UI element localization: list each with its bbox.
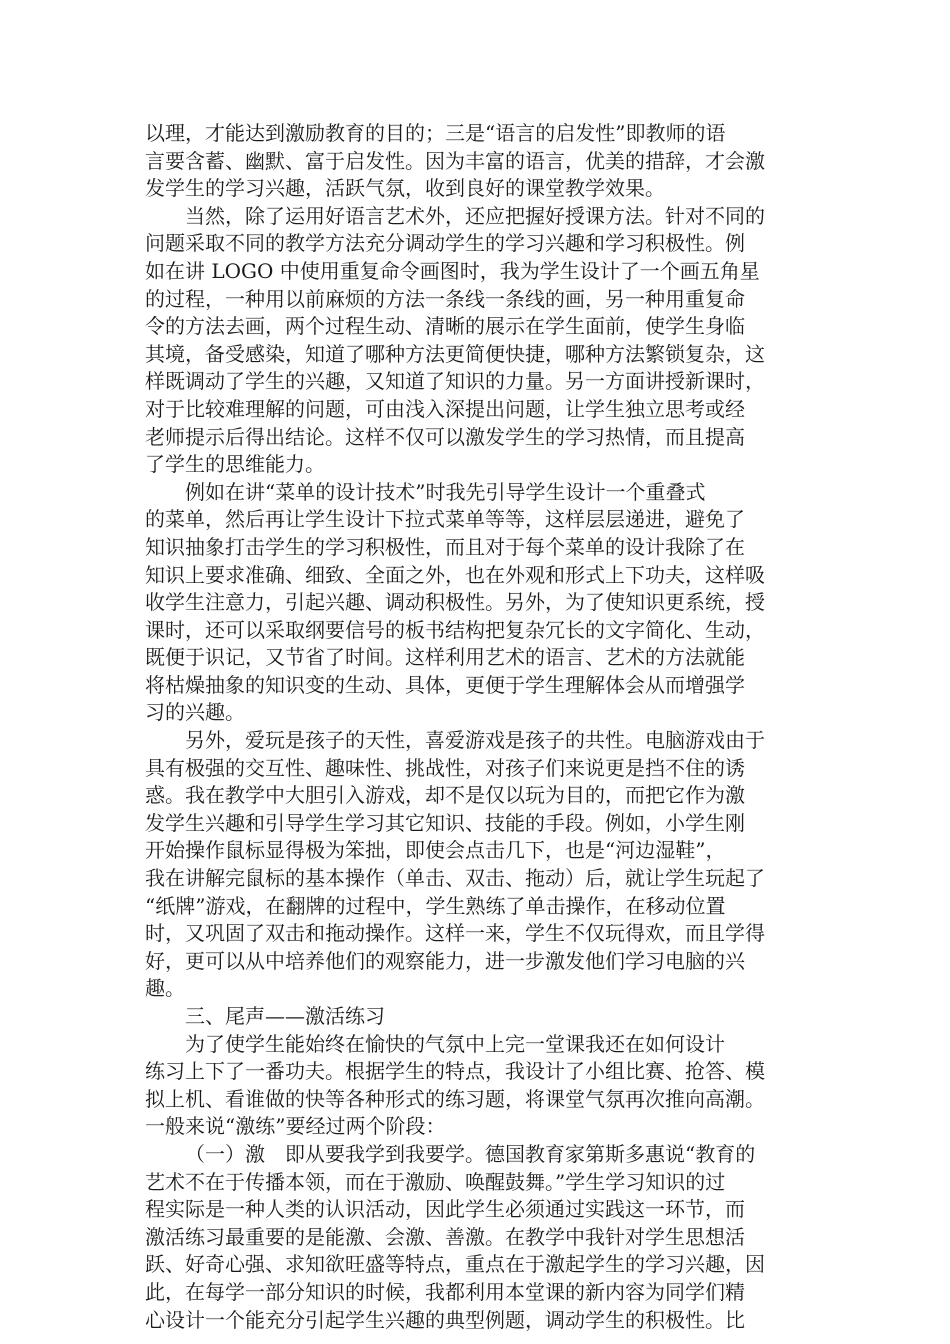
text-line: 样既调动了学生的兴趣，又知道了知识的力量。另一方面讲授新课时， [145, 369, 765, 394]
document-body [145, 120, 810, 1334]
text-line: 程实际是一种人类的认识活动，因此学生必须通过实践这一环节，而 [145, 1197, 745, 1222]
text-line: 令的方法去画，两个过程生动、清晰的展示在学生面前，使学生身临 [145, 314, 745, 339]
text-line: 趣。 [145, 976, 185, 1001]
text-line: 练习上下了一番功夫。根据学生的特点，我设计了小组比赛、抢答、模 [145, 1059, 765, 1084]
text-line: 另外，爱玩是孩子的天性，喜爱游戏是孩子的共性。电脑游戏由于 [185, 728, 765, 753]
text-line: 时，又巩固了双击和拖动操作。这样一来，学生不仅玩得欢，而且学得 [145, 921, 765, 946]
text-line: 对于比较难理解的问题，可由浅入深提出问题，让学生独立思考或经 [145, 396, 745, 421]
text-line: 此，在每学一部分知识的时候，我都利用本堂课的新内容为同学们精 [145, 1279, 745, 1304]
text-line: 其境，备受感染，知道了哪种方法更简便快捷，哪种方法繁锁复杂，这 [145, 341, 765, 366]
text-line: 老师提示后得出结论。这样不仅可以激发学生的学习热情，而且提高 [145, 424, 745, 449]
text-line: 三、尾声——激活练习 [185, 1004, 385, 1028]
text-line: 拟上机、看谁做的快等各种形式的练习题，将课堂气氛再次推向高潮。 [145, 1086, 765, 1111]
text-line: 收学生注意力，引起兴趣、调动积极性。另外，为了使知识更系统，授 [145, 590, 765, 615]
text-line: 如在讲 LOGO 中使用重复命令画图时，我为学生设计了一个画五角星 [145, 258, 760, 283]
text-line: 课时，还可以采取纲要信号的板书结构把复杂冗长的文字简化、生动， [145, 617, 765, 642]
text-line: 习的兴趣。 [145, 700, 245, 725]
text-line: 知识上要求准确、细致、全面之外，也在外观和形式上下功夫，这样吸 [145, 562, 765, 587]
text-line: 言要含蓄、幽默、富于启发性。因为丰富的语言，优美的措辞，才会激 [145, 148, 765, 173]
text-line: 将枯燥抽象的知识变的生动、具体，更便于学生理解体会从而增强学 [145, 672, 745, 697]
text-line: （一）激 即从要我学到我要学。德国教育家第斯多惠说“教育的 [185, 1141, 756, 1166]
text-line: 发学生兴趣和引导学生学习其它知识、技能的手段。例如，小学生刚 [145, 810, 745, 835]
text-line: 知识抽象打击学生的学习积极性，而且对于每个菜单的设计我除了在 [145, 534, 745, 559]
text-line: 激活练习最重要的是能激、会激、善激。在教学中我针对学生思想活 [145, 1224, 745, 1249]
text-line: 一般来说“激练”要经过两个阶段： [145, 1114, 446, 1139]
text-line: 我在讲解完鼠标的基本操作（单击、双击、拖动）后，就让学生玩起了 [145, 866, 765, 891]
text-line: 既便于识记，又节省了时间。这样利用艺术的语言、艺术的方法就能 [145, 645, 745, 670]
text-line: 发学生的学习兴趣，活跃气氛，收到良好的课堂教学效果。 [145, 176, 665, 201]
text-line: 跃、好奇心强、求知欲旺盛等特点，重点在于激起学生的学习兴趣，因 [145, 1252, 765, 1277]
text-line: 开始操作鼠标显得极为笨拙，即使会点击几下，也是“河边湿鞋”， [145, 838, 726, 863]
text-line: 具有极强的交互性、趣味性、挑战性，对孩子们来说更是挡不住的诱 [145, 755, 745, 780]
text-line: 例如在讲“菜单的设计技术”时我先引导学生设计一个重叠式 [185, 479, 706, 504]
text-line: 当然，除了运用好语言艺术外，还应把握好授课方法。针对不同的 [185, 203, 765, 228]
text-line: 惑。我在教学中大胆引入游戏，却不是仅以玩为目的，而把它作为激 [145, 783, 745, 808]
text-line: “纸牌”游戏，在翻牌的过程中，学生熟练了单击操作，在移动位置 [145, 893, 726, 918]
text-line: 的菜单，然后再让学生设计下拉式菜单等等，这样层层递进，避免了 [145, 507, 745, 532]
text-line: 为了使学生能始终在愉快的气氛中上完一堂课我还在如何设计 [185, 1031, 725, 1056]
text-line: 了学生的思维能力。 [145, 452, 325, 477]
text-line: 的过程，一种用以前麻烦的方法一条线一条线的画，另一种用重复命 [145, 286, 745, 311]
text-line: 问题采取不同的教学方法充分调动学生的学习兴趣和学习积极性。例 [145, 231, 745, 256]
text-line: 艺术不在于传播本领，而在于激励、唤醒鼓舞。”学生学习知识的过 [145, 1169, 726, 1194]
text-line: 心设计一个能充分引起学生兴趣的典型例题，调动学生的积极性。比 [145, 1307, 745, 1332]
text-line: 以理，才能达到激励教育的目的；三是“语言的启发性”即教师的语 [145, 121, 726, 145]
text-line: 好，更可以从中培养他们的观察能力，进一步激发他们学习电脑的兴 [145, 948, 745, 973]
